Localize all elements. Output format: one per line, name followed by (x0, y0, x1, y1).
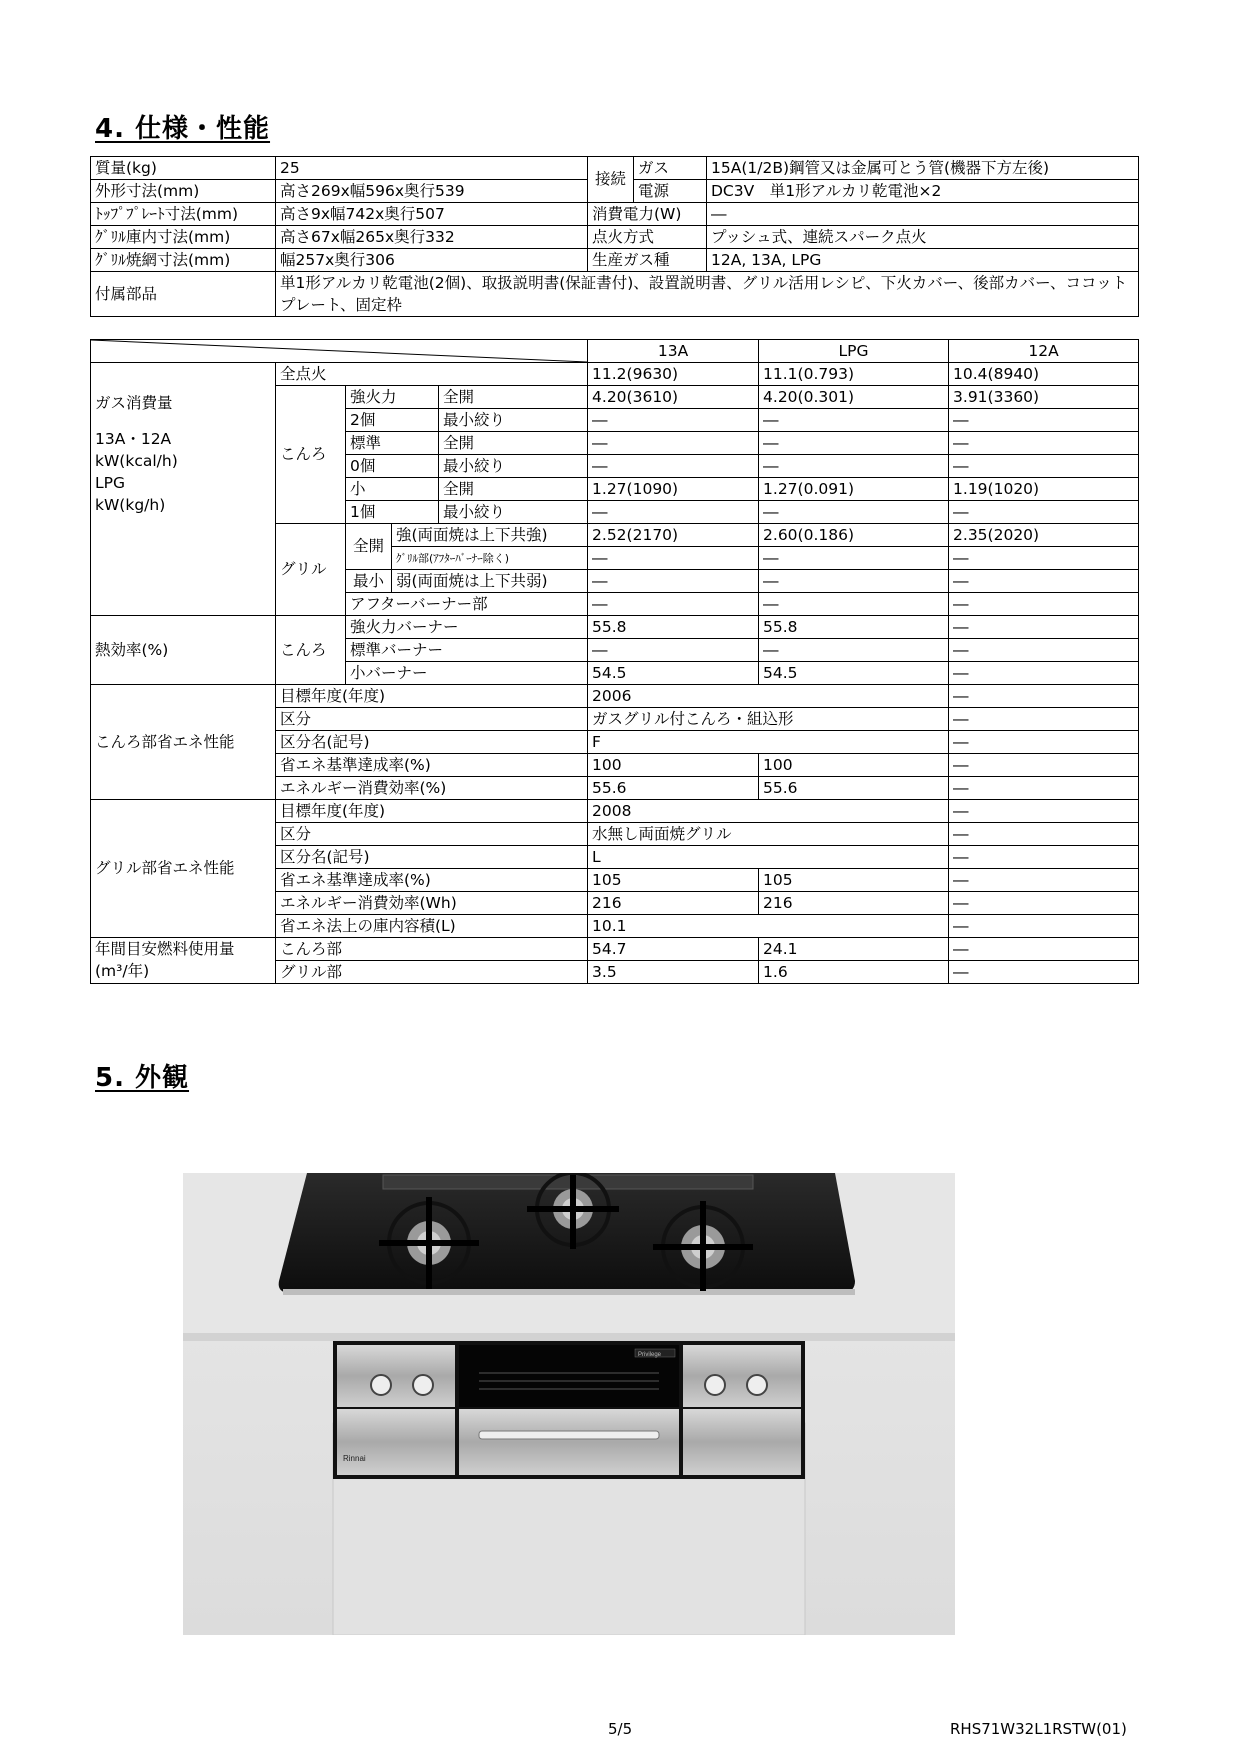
full-open-label: 全開 (439, 432, 588, 455)
annual-konro-lpg: 24.1 (759, 938, 949, 961)
grill-part-label: ｸﾞﾘﾙ部(ｱﾌﾀｰﾊﾞｰﾅｰ除く) (392, 547, 588, 570)
model-number: RHS71W32L1RSTW(01) (950, 1720, 1127, 1738)
volume-label: 省エネ法上の庫内容積(L) (276, 915, 588, 938)
grill-weak-label: 弱(両面焼は上下共弱) (392, 570, 588, 593)
strong-count: 2個 (346, 409, 439, 432)
cell-dash: ― (588, 501, 759, 524)
ignition-label: 点火方式 (588, 226, 707, 249)
achievement-label: 省エネ基準達成率(%) (276, 869, 588, 892)
grill-category-name: L (588, 846, 949, 869)
ignition-value: プッシュ式、連続スパーク点火 (707, 226, 1139, 249)
grill-achievement-13a: 105 (588, 869, 759, 892)
strong-label: 強火力 (346, 386, 439, 409)
grill-strong-12a: 2.35(2020) (949, 524, 1139, 547)
cell-dash: ― (949, 593, 1139, 616)
grill-label: グリル (276, 524, 346, 616)
cell-dash: ― (949, 754, 1139, 777)
cell-dash: ― (949, 708, 1139, 731)
cell-dash: ― (759, 455, 949, 478)
annual-grill-13a: 3.5 (588, 961, 759, 984)
header-diagonal-cell (91, 340, 588, 363)
gas-value: 15A(1/2B)鋼管又は金属可とう管(機器下方左後) (707, 157, 1139, 180)
grill-strong-lpg: 2.60(0.186) (759, 524, 949, 547)
annual-label-1: 年間目安燃料使用量 (91, 938, 276, 961)
cell-dash: ― (759, 593, 949, 616)
outer-value: 高さ269x幅596x奥行539 (276, 180, 588, 203)
cell-dash: ― (759, 501, 949, 524)
cell-dash: ― (949, 570, 1139, 593)
grill-net-value: 幅257x奥行306 (276, 249, 588, 272)
cell-dash: ― (759, 432, 949, 455)
grill-full-label: 全開 (346, 524, 392, 570)
grill-target-year: 2008 (588, 800, 949, 823)
col-13a: 13A (588, 340, 759, 363)
cell-dash: ― (588, 455, 759, 478)
grill-energy-label: グリル部省エネ性能 (91, 800, 276, 938)
category-label: 区分 (276, 708, 588, 731)
cell-dash: ― (949, 547, 1139, 570)
cell-dash: ― (759, 639, 949, 662)
standard-count: 0個 (346, 455, 439, 478)
accessories-label: 付属部品 (91, 272, 276, 317)
cell-dash: ― (949, 892, 1139, 915)
efficiency-wh-label: エネルギー消費効率(Wh) (276, 892, 588, 915)
col-12a: 12A (949, 340, 1139, 363)
brand-logo: Rinnai (343, 1454, 366, 1463)
annual-label-2: (m³/年) (91, 961, 276, 984)
strong-full-13a: 4.20(3610) (588, 386, 759, 409)
mass-value: 25 (276, 157, 588, 180)
cell-dash: ― (949, 961, 1139, 984)
outer-label: 外形寸法(mm) (91, 180, 276, 203)
grill-category: 水無し両面焼グリル (588, 823, 949, 846)
standard-label: 標準 (346, 432, 439, 455)
power-value: DC3V 単1形アルカリ乾電池×2 (707, 180, 1139, 203)
mass-label: 質量(kg) (91, 157, 276, 180)
konro-target-year: 2006 (588, 685, 949, 708)
volume-value: 10.1 (588, 915, 949, 938)
small-burner-13a: 54.5 (588, 662, 759, 685)
after-burner-label: アフターバーナー部 (346, 593, 588, 616)
cell-dash: ― (949, 800, 1139, 823)
achievement-label: 省エネ基準達成率(%) (276, 754, 588, 777)
gas-type-value: 12A, 13A, LPG (707, 249, 1139, 272)
cell-dash: ― (588, 570, 759, 593)
konro-achievement-13a: 100 (588, 754, 759, 777)
standard-burner-label: 標準バーナー (346, 639, 588, 662)
cell-dash: ― (949, 616, 1139, 639)
cell-dash: ― (949, 915, 1139, 938)
thermal-konro-label: こんろ (276, 616, 346, 685)
cell-dash: ― (759, 570, 949, 593)
grill-inner-label: ｸﾞﾘﾙ庫内寸法(mm) (91, 226, 276, 249)
power-label: 電源 (634, 180, 707, 203)
cell-dash: ― (949, 777, 1139, 800)
annual-konro-label: こんろ部 (276, 938, 588, 961)
section-5-title: 5. 外観 (95, 1063, 190, 1093)
konro-efficiency-lpg: 55.6 (759, 777, 949, 800)
cell-dash: ― (759, 409, 949, 432)
cell-dash: ― (588, 409, 759, 432)
gas-label: ガス (634, 157, 707, 180)
strong-full-12a: 3.91(3360) (949, 386, 1139, 409)
konro-energy-label: こんろ部省エネ性能 (91, 685, 276, 800)
grill-efficiency-13a: 216 (588, 892, 759, 915)
grill-inner-value: 高さ67x幅265x奥行332 (276, 226, 588, 249)
grill-window-label: Privilege (638, 1352, 662, 1358)
cell-dash: ― (949, 846, 1139, 869)
konro-label: こんろ (276, 386, 346, 524)
col-lpg: LPG (759, 340, 949, 363)
all-ignition-12a: 10.4(8940) (949, 363, 1139, 386)
cell-dash: ― (588, 593, 759, 616)
diagonal-line (91, 340, 588, 362)
performance-table (90, 339, 1139, 984)
gas-consumption-label: ガス消費量 13A・12A kW(kcal/h) LPG kW(kg/h) (91, 363, 276, 616)
small-count: 1個 (346, 501, 439, 524)
efficiency-pct-label: エネルギー消費効率(%) (276, 777, 588, 800)
cell-dash: ― (949, 639, 1139, 662)
min-throttle-label: 最小絞り (439, 501, 588, 524)
cell-dash: ― (949, 432, 1139, 455)
small-burner-lpg: 54.5 (759, 662, 949, 685)
cooktop-illustration (183, 1173, 955, 1635)
cell-dash: ― (588, 432, 759, 455)
konro-category-name: F (588, 731, 949, 754)
page-number: 5/5 (608, 1720, 633, 1738)
thermal-label: 熱効率(%) (91, 616, 276, 685)
full-open-label: 全開 (439, 386, 588, 409)
min-throttle-label: 最小絞り (439, 455, 588, 478)
grill-min-label: 最小 (346, 570, 392, 593)
all-ignition-13a: 11.2(9630) (588, 363, 759, 386)
cell-dash: ― (759, 547, 949, 570)
category-name-label: 区分名(記号) (276, 846, 588, 869)
spec-table (90, 156, 1139, 317)
consumption-label: 消費電力(W) (588, 203, 707, 226)
grill-achievement-lpg: 105 (759, 869, 949, 892)
cell-dash: ― (949, 869, 1139, 892)
target-year-label: 目標年度(年度) (276, 800, 588, 823)
section-4-title: 4. 仕様・性能 (95, 114, 271, 144)
grill-strong-label: 強(両面焼は上下共強) (392, 524, 588, 547)
grill-net-label: ｸﾞﾘﾙ焼網寸法(mm) (91, 249, 276, 272)
konro-efficiency-13a: 55.6 (588, 777, 759, 800)
top-value: 高さ9x幅742x奥行507 (276, 203, 588, 226)
all-ignition-lpg: 11.1(0.793) (759, 363, 949, 386)
konro-category: ガスグリル付こんろ・組込形 (588, 708, 949, 731)
consumption-value: ― (707, 203, 1139, 226)
cell-dash: ― (949, 685, 1139, 708)
full-open-label: 全開 (439, 478, 588, 501)
cell-dash: ― (949, 731, 1139, 754)
target-year-label: 目標年度(年度) (276, 685, 588, 708)
cell-dash: ― (588, 547, 759, 570)
grill-efficiency-lpg: 216 (759, 892, 949, 915)
accessories-value: 単1形アルカリ乾電池(2個)、取扱説明書(保証書付)、設置説明書、グリル活用レシピ、下火カバー、後部カバー、ココットプレート、固定枠 (276, 272, 1139, 317)
connection-label: 接続 (588, 157, 634, 203)
cell-dash: ― (949, 938, 1139, 961)
cell-dash: ― (949, 455, 1139, 478)
category-name-label: 区分名(記号) (276, 731, 588, 754)
category-label: 区分 (276, 823, 588, 846)
strong-burner-lpg: 55.8 (759, 616, 949, 639)
top-label: ﾄｯﾌﾟﾌﾟﾚｰﾄ寸法(mm) (91, 203, 276, 226)
konro-achievement-lpg: 100 (759, 754, 949, 777)
gas-type-label: 生産ガス種 (588, 249, 707, 272)
cell-dash: ― (949, 823, 1139, 846)
cell-dash: ― (949, 409, 1139, 432)
cell-dash: ― (949, 662, 1139, 685)
annual-grill-lpg: 1.6 (759, 961, 949, 984)
strong-full-lpg: 4.20(0.301) (759, 386, 949, 409)
product-photo (183, 1173, 955, 1635)
small-full-lpg: 1.27(0.091) (759, 478, 949, 501)
small-burner-label: 小バーナー (346, 662, 588, 685)
min-throttle-label: 最小絞り (439, 409, 588, 432)
all-ignition-label: 全点火 (276, 363, 588, 386)
small-label: 小 (346, 478, 439, 501)
grill-strong-13a: 2.52(2170) (588, 524, 759, 547)
small-full-13a: 1.27(1090) (588, 478, 759, 501)
cell-dash: ― (949, 501, 1139, 524)
annual-grill-label: グリル部 (276, 961, 588, 984)
cell-dash: ― (588, 639, 759, 662)
small-full-12a: 1.19(1020) (949, 478, 1139, 501)
strong-burner-13a: 55.8 (588, 616, 759, 639)
strong-burner-label: 強火力バーナー (346, 616, 588, 639)
annual-konro-13a: 54.7 (588, 938, 759, 961)
